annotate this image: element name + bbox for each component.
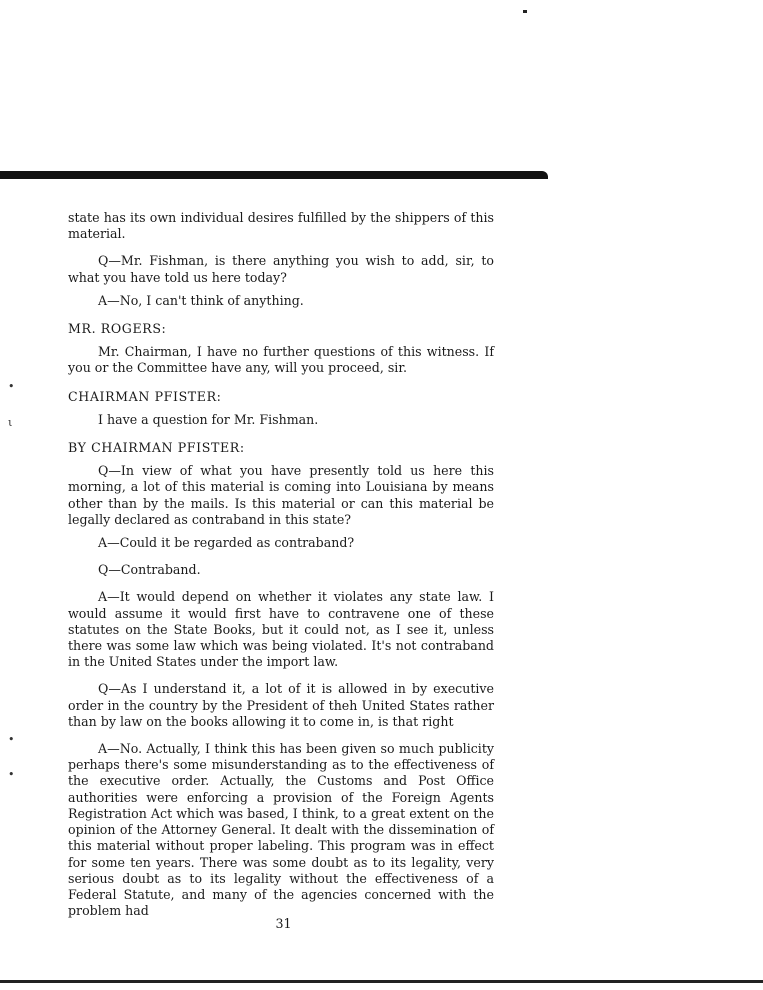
top-rule — [0, 171, 548, 179]
paragraph: state has its own individual desires fulfilled by the shippers of this material. — [68, 210, 494, 242]
margin-mark: • — [8, 380, 15, 393]
margin-mark: ι — [8, 416, 13, 429]
speaker-heading: CHAIRMAN PFISTER: — [68, 388, 222, 404]
question: Q—Contraband. — [98, 562, 201, 578]
answer: A—Could it be regarded as contraband? — [98, 535, 355, 551]
answer: A—It would depend on whether it violates any state law. I would assume it would first have to contravene one of these statutes on the State Books, but it could not, as I see it, unless there was some law which was being violated. It's not contraband in the United States under the import law. — [68, 589, 494, 670]
speaker-heading: BY CHAIRMAN PFISTER: — [68, 440, 245, 456]
speaker-heading: MR. ROGERS: — [68, 321, 167, 337]
question: Q—As I understand it, a lot of it is allowed in by executive order in the country by the President of theh United States rather than by law on the books allowing it to come in, is that right — [68, 681, 494, 729]
margin-mark: • — [8, 768, 15, 781]
document-body — [68, 210, 494, 919]
question: Q—Mr. Fishman, is there anything you wish to add, sir, to what you have told us here today? — [68, 253, 494, 285]
paragraph: Mr. Chairman, I have no further questions of this witness. If you or the Committee have any, will you proceed, sir. — [68, 344, 494, 376]
answer: A—No. Actually, I think this has been given so much publicity perhaps there's some misunderstanding as to the effectiveness of the executive order. Actually, the Customs and Post Office authorities were enforcing a provision of the Foreign Agents Registration Act which was based, I think, to a great extent on the opinion of the Attorney General. It dealt with the dissemination of this material without proper labeling. This program was in effect for some ten years. There was some doubt as to its legality, very serious doubt as to its legality without the effectiveness of a Federal Statute, and many of the agencies concerned with the problem had — [68, 741, 494, 919]
margin-mark: • — [8, 733, 15, 746]
answer: A—No, I can't think of anything. — [98, 292, 304, 308]
question: Q—In view of what you have presently told us here this morning, a lot of this material is coming into Louisiana by means other than by the mails. Is this material or can this material be legally declared as contraband in this state? — [68, 463, 494, 527]
bottom-rule — [0, 980, 763, 983]
paragraph: I have a question for Mr. Fishman. — [98, 411, 319, 427]
scan-speck — [523, 10, 527, 13]
page-number: 31 — [275, 916, 292, 931]
